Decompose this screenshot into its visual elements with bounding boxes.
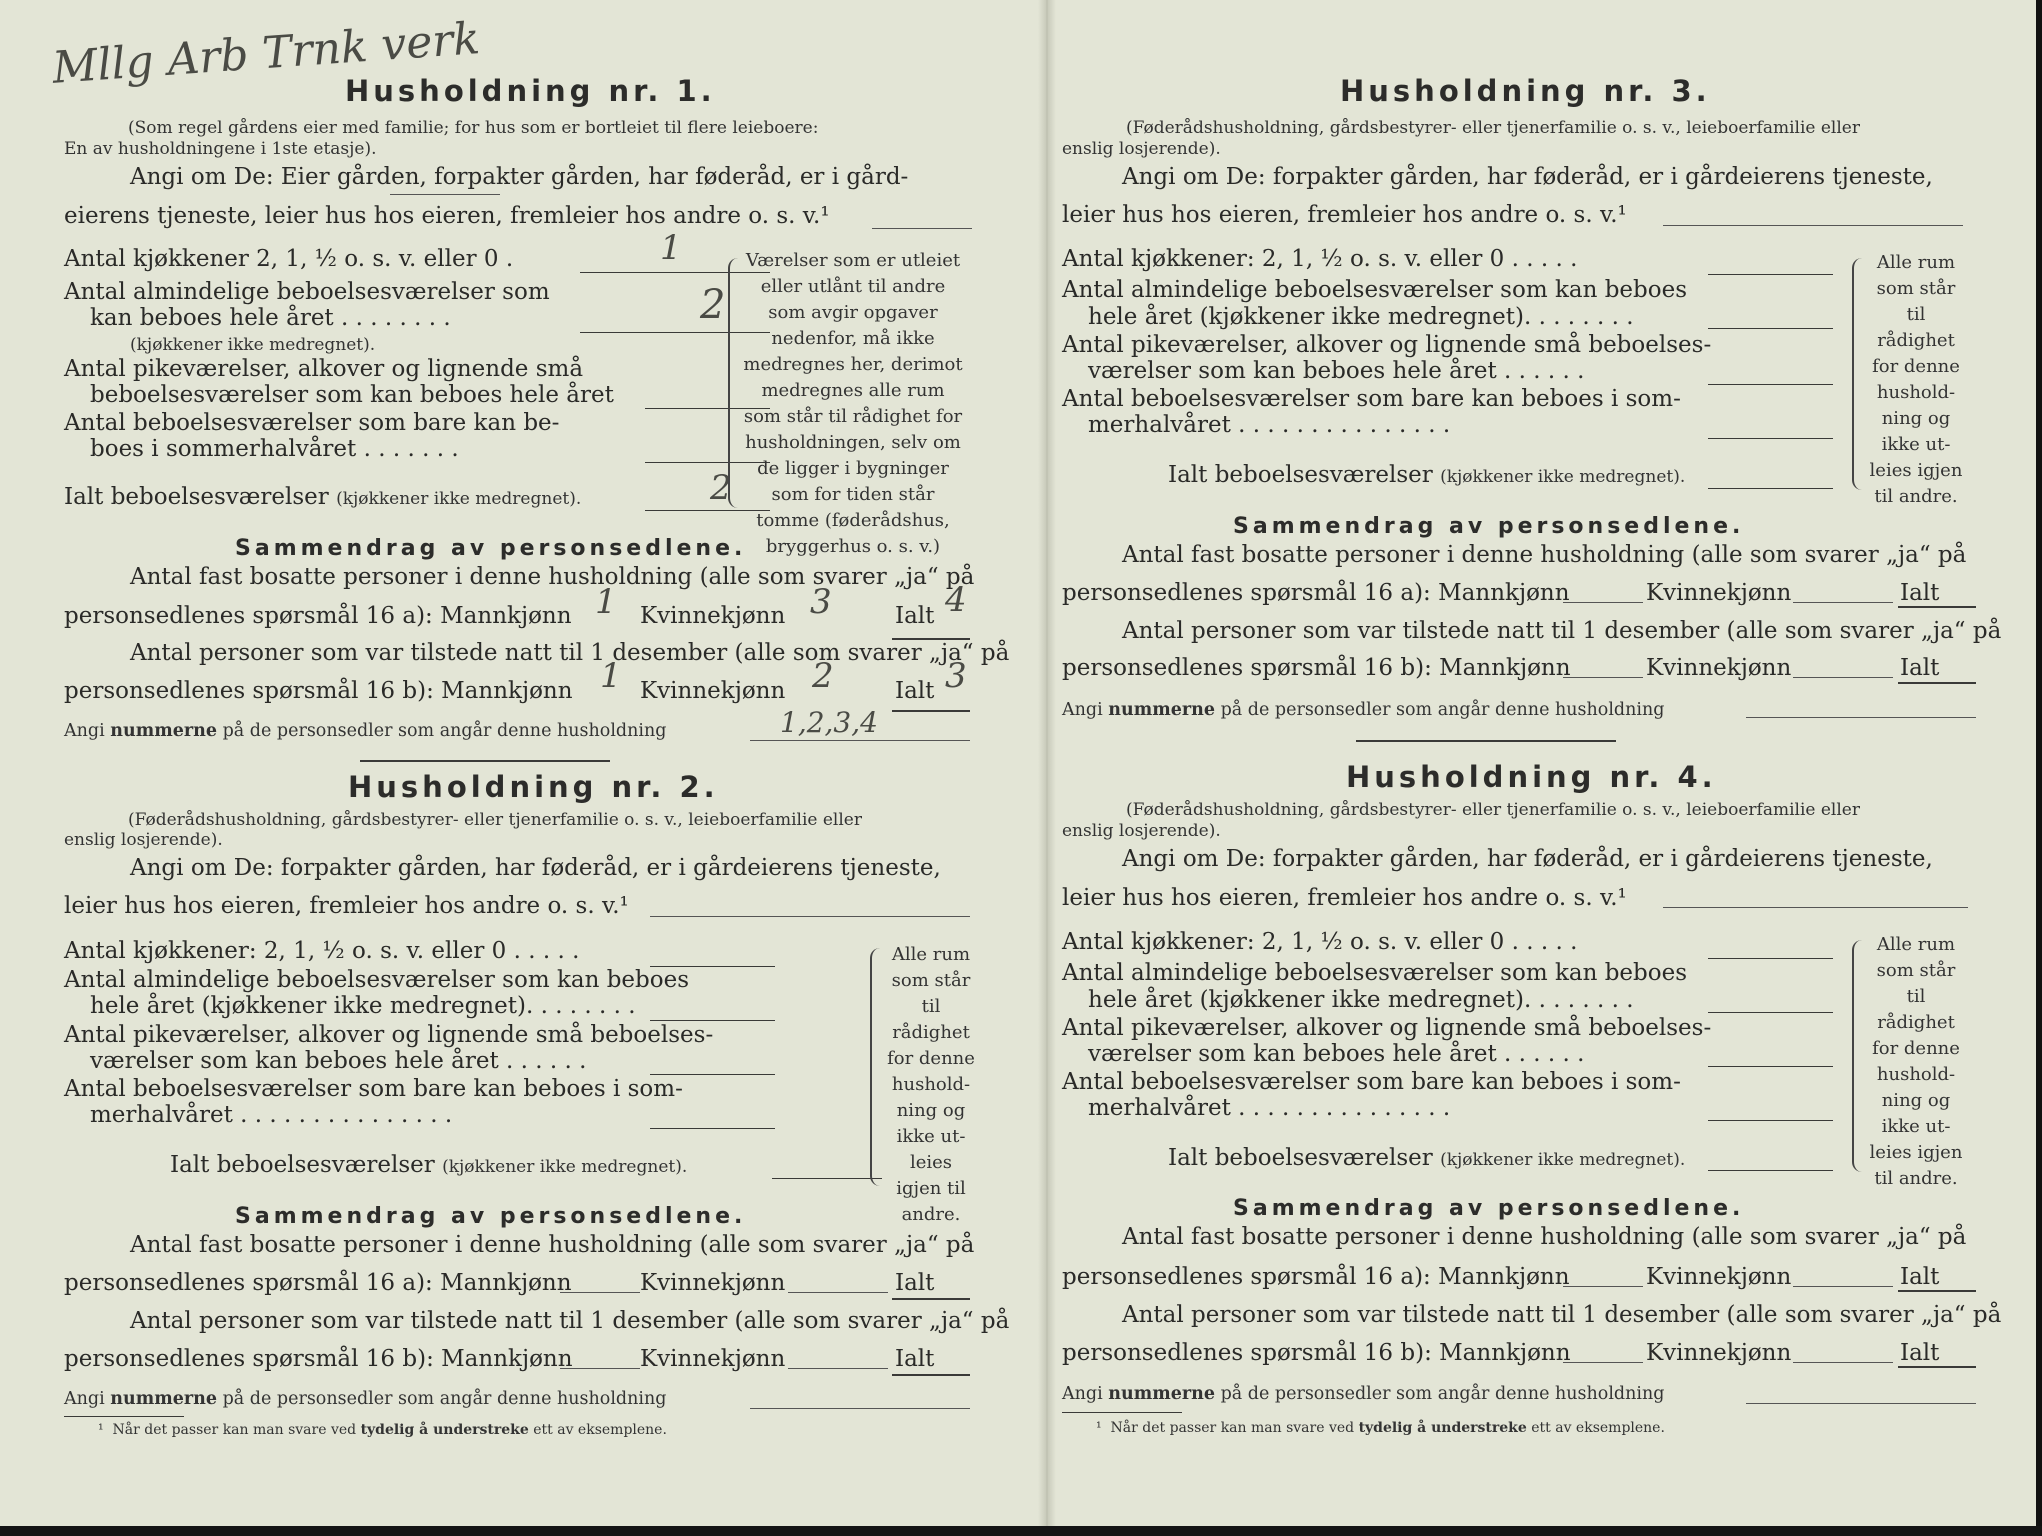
left-footnote-post: ett av eksemplene. xyxy=(533,1422,667,1438)
household-2-q-pike-1: Antal pikeværelser, alkover og lignende små beboelses- xyxy=(64,1022,714,1048)
household-1-fast-line1: Antal fast bosatte personer i denne husholdning (alle som svarer „ja“ på xyxy=(130,564,975,590)
household-3-title: Husholdning nr. 3. xyxy=(1340,74,1711,108)
household-2-angi-line1: Angi om De: forpakter gården, har føderåd, er i gårdeierens tjeneste, xyxy=(130,855,941,881)
household-4-note-line2: enslig losjerende). xyxy=(1062,821,1221,841)
household-1-fast-ialt-value: 4 xyxy=(945,580,967,620)
household-1-tilst-ialt-rule xyxy=(892,710,970,712)
household-3-summary-title: Sammendrag av personsedlene. xyxy=(1233,514,1745,539)
household-2-nummerne-post: på de personsedler som angår denne husholdning xyxy=(222,1389,667,1409)
household-3-fast-ialt-label: Ialt xyxy=(1900,580,1940,606)
household-3-tilst-mann-line xyxy=(1563,677,1643,678)
household-3-alm-answer-line xyxy=(1708,328,1833,329)
household-4-side-note: Alle rum som står til rådighet for denne hushold-ning og ikke ut-leies igjen til andre. xyxy=(1869,934,1963,1189)
household-1-q-pike-2: beboelsesværelser som kan beboes hele året xyxy=(90,382,614,408)
household-1-q-alm-3: (kjøkkener ikke medregnet). xyxy=(130,335,376,355)
household-2-q-ialt-paren: (kjøkkener ikke medregnet). xyxy=(442,1157,688,1177)
household-4-nummerne-bold: nummerne xyxy=(1108,1384,1215,1404)
household-4-kjokkener-answer-line xyxy=(1708,958,1833,959)
household-1-a-alm: 2 xyxy=(700,282,726,328)
household-4-fast-mann-line xyxy=(1563,1286,1643,1287)
household-1-tilst-kvinne-label: Kvinnekjønn xyxy=(640,678,786,704)
household-2-tilst-mann-label: personsedlenes spørsmål 16 b): Mannkjønn xyxy=(64,1346,573,1372)
household-3-fast-kvinne-label: Kvinnekjønn xyxy=(1646,580,1792,606)
household-2-tilst-mann-line xyxy=(560,1368,640,1369)
household-2-nummerne-line xyxy=(64,1389,666,1409)
household-2-note-line2: enslig losjerende). xyxy=(64,830,223,850)
household-3-kjokkener-answer-line xyxy=(1708,274,1833,275)
household-4-q-ialt-label: Ialt beboelsesværelser xyxy=(1168,1145,1433,1171)
household-3-pike-answer-line xyxy=(1708,384,1833,385)
household-1-q-kjokkener: Antal kjøkkener 2, 1, ½ o. s. v. eller 0 . xyxy=(64,246,514,272)
household-1-fast-mann-label: personsedlenes spørsmål 16 a): Mannkjønn xyxy=(64,603,572,629)
household-2-fast-mann-label: personsedlenes spørsmål 16 a): Mannkjønn xyxy=(64,1270,572,1296)
household-2-fast-line1: Antal fast bosatte personer i denne husholdning (alle som svarer „ja“ på xyxy=(130,1232,975,1258)
household-4-title: Husholdning nr. 4. xyxy=(1346,760,1717,794)
household-1-tilst-ialt-value: 3 xyxy=(945,656,967,696)
household-4-q-alm-1: Antal almindelige beboelsesværelser som kan beboes xyxy=(1062,960,1688,986)
household-2-sommer-answer-line xyxy=(650,1128,775,1129)
household-2-fast-kvinne-line xyxy=(788,1292,888,1293)
household-2-side-note: Alle rum som står til rådighet for denne hushold-ning og ikke ut-leies igjen til andre. xyxy=(887,944,975,1225)
household-1-angi-line2: eierens tjeneste, leier hus hos eieren, fremleier hos andre o. s. v.¹ xyxy=(64,203,830,229)
household-1-tilst-line1: Antal personer som var tilstede natt til 1 desember (alle som svarer „ja“ på xyxy=(130,640,1010,666)
household-3-tilst-ialt-rule xyxy=(1898,682,1976,684)
household-1-summary-title: Sammendrag av personsedlene. xyxy=(235,536,747,561)
household-4-q-sommer-1: Antal beboelsesværelser som bare kan beboes i som- xyxy=(1062,1069,1681,1095)
household-3-nummerne-line xyxy=(1062,700,1664,720)
household-4-nummerne-line xyxy=(1062,1384,1664,1404)
left-footnote-sup: ¹ xyxy=(98,1422,104,1438)
household-4-ialt-answer-line xyxy=(1708,1170,1833,1171)
household-3-angi-line1: Angi om De: forpakter gården, har føderåd, er i gårdeierens tjeneste, xyxy=(1122,164,1933,190)
household-4-tilst-ialt-rule xyxy=(1898,1366,1976,1368)
household-3-separator xyxy=(1356,740,1616,742)
household-3-angi-line2: leier hus hos eieren, fremleier hos andre o. s. v.¹ xyxy=(1062,202,1627,228)
household-1-title: Husholdning nr. 1. xyxy=(345,74,716,108)
household-2-tilst-ialt-rule xyxy=(892,1374,970,1376)
household-3-q-ialt-paren: (kjøkkener ikke medregnet). xyxy=(1440,467,1686,487)
right-footnote-post: ett av eksemplene. xyxy=(1531,1420,1665,1436)
household-4-tilst-mann-label: personsedlenes spørsmål 16 b): Mannkjønn xyxy=(1062,1340,1571,1366)
household-1-tilst-mann-label: personsedlenes spørsmål 16 b): Mannkjønn xyxy=(64,678,573,704)
household-2-summary-title: Sammendrag av personsedlene. xyxy=(235,1204,747,1229)
household-3-tilst-ialt-label: Ialt xyxy=(1900,655,1940,681)
household-4-note-line1: (Føderådshusholdning, gårdsbestyrer- eller tjenerfamilie o. s. v., leieboerfamilie eller xyxy=(1126,800,1860,820)
household-2-nummerne-line-rule xyxy=(750,1408,970,1409)
right-footnote-bold: tydelig å understreke xyxy=(1358,1420,1527,1436)
household-2-fast-mann-line xyxy=(560,1292,640,1293)
household-2-q-sommer-2: merhalvåret . . . . . . . . . . . . . . . xyxy=(90,1102,453,1128)
household-3-q-pike-2: værelser som kan beboes hele året . . . . . . xyxy=(1088,358,1585,384)
household-3-q-sommer-2: merhalvåret . . . . . . . . . . . . . . . xyxy=(1088,412,1451,438)
household-1-q-alm-2: kan beboes hele året . . . . . . . . xyxy=(90,305,451,331)
household-3-note-line1: (Føderådshusholdning, gårdsbestyrer- eller tjenerfamilie o. s. v., leieboerfamilie eller xyxy=(1126,118,1860,138)
left-footnote xyxy=(98,1422,667,1438)
household-2-nummerne-bold: nummerne xyxy=(110,1389,217,1409)
household-3-sommer-answer-line xyxy=(1708,438,1833,439)
household-2-q-ialt xyxy=(170,1152,687,1178)
household-4-q-alm-2: hele året (kjøkkener ikke medregnet). . . . . . . . xyxy=(1088,987,1634,1013)
household-1-nummerne-line xyxy=(64,721,666,741)
household-4-q-pike-1: Antal pikeværelser, alkover og lignende små beboelses- xyxy=(1062,1015,1712,1041)
household-2-q-ialt-label: Ialt beboelsesværelser xyxy=(170,1152,435,1178)
page-fold xyxy=(1038,0,1056,1536)
right-footnote-rule xyxy=(1062,1412,1182,1413)
household-1-fast-ialt-label: Ialt xyxy=(895,603,935,629)
household-2-kjokkener-answer-line xyxy=(650,966,775,967)
household-4-alm-answer-line xyxy=(1708,1012,1833,1013)
household-2-angi-answer-line xyxy=(650,916,970,917)
household-4-q-kjokkener: Antal kjøkkener: 2, 1, ½ o. s. v. eller 0 . . . . . xyxy=(1062,929,1578,955)
household-3-brace xyxy=(1852,258,1866,490)
household-3-fast-mann-line xyxy=(1563,602,1643,603)
household-1-tilst-ialt-label: Ialt xyxy=(895,678,935,704)
household-3-tilst-kvinne-line xyxy=(1793,677,1893,678)
household-3-fast-line1: Antal fast bosatte personer i denne husholdning (alle som svarer „ja“ på xyxy=(1122,542,1967,568)
household-4-summary-title: Sammendrag av personsedlene. xyxy=(1233,1196,1745,1221)
right-footnote-pre: Når det passer kan man svare ved xyxy=(1110,1420,1355,1436)
scan-edge-right xyxy=(2036,0,2042,1536)
household-2-tilst-ialt-label: Ialt xyxy=(895,1346,935,1372)
household-2-alm-answer-line xyxy=(650,1020,775,1021)
household-4-q-ialt-paren: (kjøkkener ikke medregnet). xyxy=(1440,1150,1686,1170)
household-3-angi-answer-line xyxy=(1663,225,1963,226)
household-1-side-note: Værelser som er utleiet eller utlånt til andre som avgir opgaver nedenfor, må ikke medregnes her, derimot medregnes alle rum som står til rådighet for husholdningen, selv om de ligger i bygninger som for tiden står tomme (føderådshus, bryggerhus o. s. v.) xyxy=(743,250,963,557)
household-3-tilst-line1: Antal personer som var tilstede natt til 1 desember (alle som svarer „ja“ på xyxy=(1122,618,2002,644)
right-footnote-sup: ¹ xyxy=(1096,1420,1102,1436)
household-3-tilst-mann-label: personsedlenes spørsmål 16 b): Mannkjønn xyxy=(1062,655,1571,681)
household-1-q-ialt-label: Ialt beboelsesværelser xyxy=(64,484,329,510)
household-1-angi-line1: Angi om De: Eier gården, forpakter gården, har føderåd, er i gård- xyxy=(130,164,909,190)
household-2-q-sommer-1: Antal beboelsesværelser som bare kan beboes i som- xyxy=(64,1076,683,1102)
household-2-title: Husholdning nr. 2. xyxy=(348,770,719,804)
household-2-fast-ialt-label: Ialt xyxy=(895,1270,935,1296)
household-2-pike-answer-line xyxy=(650,1074,775,1075)
household-2-tilst-kvinne-line xyxy=(788,1368,888,1369)
household-2-angi-line2: leier hus hos eieren, fremleier hos andre o. s. v.¹ xyxy=(64,893,629,919)
left-footnote-bold: tydelig å understreke xyxy=(360,1422,529,1438)
household-4-q-ialt xyxy=(1168,1145,1685,1171)
household-2-tilst-kvinne-label: Kvinnekjønn xyxy=(640,1346,786,1372)
left-footnote-rule xyxy=(64,1416,184,1417)
household-3-fast-ialt-rule xyxy=(1898,606,1976,608)
household-3-side-note: Alle rum som står til rådighet for denne hushold-ning og ikke ut-leies igjen til andre. xyxy=(1869,252,1963,507)
household-1-tilst-mann-value: 1 xyxy=(600,656,622,696)
left-page xyxy=(50,0,1010,1536)
household-4-tilst-kvinne-line xyxy=(1793,1362,1893,1363)
household-3-tilst-kvinne-label: Kvinnekjønn xyxy=(1646,655,1792,681)
household-3-fast-mann-label: personsedlenes spørsmål 16 a): Mannkjønn xyxy=(1062,580,1570,606)
household-1-fast-line2 xyxy=(64,603,572,629)
household-1-note-line1: (Som regel gårdens eier med familie; for hus som er bortleiet til flere leieboere: xyxy=(128,118,819,138)
household-1-note-line2: En av husholdningene i 1ste etasje). xyxy=(64,139,377,159)
household-4-fast-kvinne-line xyxy=(1793,1286,1893,1287)
household-3-q-kjokkener: Antal kjøkkener: 2, 1, ½ o. s. v. eller 0 . . . . . xyxy=(1062,246,1578,272)
household-2-nummerne-pre: Angi xyxy=(64,1389,105,1409)
household-3-q-pike-1: Antal pikeværelser, alkover og lignende små beboelses- xyxy=(1062,332,1712,358)
household-3-q-sommer-1: Antal beboelsesværelser som bare kan beboes i som- xyxy=(1062,386,1681,412)
household-1-separator xyxy=(360,760,610,762)
household-1-q-sommer-1: Antal beboelsesværelser som bare kan be- xyxy=(64,410,560,436)
left-footnote-pre: Når det passer kan man svare ved xyxy=(112,1422,357,1438)
household-2-tilst-line1: Antal personer som var tilstede natt til 1 desember (alle som svarer „ja“ på xyxy=(130,1308,1010,1334)
margin-annotation: Mllg Arb Trnk verk xyxy=(50,13,482,94)
household-3-fast-kvinne-line xyxy=(1793,602,1893,603)
household-2-q-pike-2: værelser som kan beboes hele året . . . . . . xyxy=(90,1048,587,1074)
household-1-fast-mann-value: 1 xyxy=(595,582,617,622)
household-1-q-ialt-paren: (kjøkkener ikke medregnet). xyxy=(336,489,582,509)
household-4-nummerne-post: på de personsedler som angår denne husholdning xyxy=(1220,1384,1665,1404)
household-1-q-alm-1: Antal almindelige beboelsesværelser som xyxy=(64,279,550,305)
household-3-ialt-answer-line xyxy=(1708,488,1833,489)
household-1-nummerne-bold: nummerne xyxy=(110,721,217,741)
household-3-q-alm-1: Antal almindelige beboelsesværelser som kan beboes xyxy=(1062,277,1688,303)
household-3-q-ialt xyxy=(1168,462,1685,488)
right-page xyxy=(1058,0,2002,1536)
household-4-nummerne-line-rule xyxy=(1746,1403,1976,1404)
right-footnote xyxy=(1096,1420,1665,1436)
household-4-angi-answer-line xyxy=(1663,907,1968,908)
household-1-a-ialt: 2 xyxy=(710,468,732,508)
household-1-nummerne-post: på de personsedler som angår denne husholdning xyxy=(222,721,667,741)
household-4-pike-answer-line xyxy=(1708,1066,1833,1067)
household-1-a-kjokkener: 1 xyxy=(660,228,682,268)
household-1-nummerne-value: 1,2,3,4 xyxy=(780,706,878,739)
household-1-tilst-kvinne-value: 2 xyxy=(812,656,834,696)
household-1-fast-kvinne-value: 3 xyxy=(810,582,832,622)
household-1-brace xyxy=(728,258,742,508)
household-4-q-sommer-2: merhalvåret . . . . . . . . . . . . . . . xyxy=(1088,1095,1451,1121)
household-3-q-ialt-label: Ialt beboelsesværelser xyxy=(1168,462,1433,488)
household-2-brace xyxy=(870,948,884,1186)
household-4-nummerne-pre: Angi xyxy=(1062,1384,1103,1404)
household-4-fast-mann-label: personsedlenes spørsmål 16 a): Mannkjønn xyxy=(1062,1264,1570,1290)
household-3-note-line2: enslig losjerende). xyxy=(1062,139,1221,159)
household-2-note-line1: (Føderådshusholdning, gårdsbestyrer- eller tjenerfamilie o. s. v., leieboerfamilie eller xyxy=(128,810,862,830)
household-2-q-alm-2 xyxy=(90,993,636,1019)
household-1-q-ialt xyxy=(64,484,581,510)
household-2-q-alm-2-text: hele året (kjøkkener ikke medregnet). . . . . . . . xyxy=(90,993,636,1019)
household-4-brace xyxy=(1852,940,1866,1172)
household-1-q-sommer-2: boes i sommerhalvåret . . . . . . . xyxy=(90,436,459,462)
household-4-fast-kvinne-label: Kvinnekjønn xyxy=(1646,1264,1792,1290)
household-4-fast-ialt-label: Ialt xyxy=(1900,1264,1940,1290)
household-1-q-pike-1: Antal pikeværelser, alkover og lignende små xyxy=(64,356,584,382)
household-4-angi-line2: leier hus hos eieren, fremleier hos andre o. s. v.¹ xyxy=(1062,885,1627,911)
household-4-fast-line1: Antal fast bosatte personer i denne husholdning (alle som svarer „ja“ på xyxy=(1122,1224,1967,1250)
household-3-nummerne-pre: Angi xyxy=(1062,700,1103,720)
household-4-sommer-answer-line xyxy=(1708,1120,1833,1121)
household-4-tilst-kvinne-label: Kvinnekjønn xyxy=(1646,1340,1792,1366)
household-4-tilst-mann-line xyxy=(1563,1362,1643,1363)
eier-garden-underline xyxy=(390,194,500,195)
household-2-fast-ialt-rule xyxy=(892,1298,970,1300)
household-2-ialt-answer-line xyxy=(772,1178,882,1179)
household-3-nummerne-bold: nummerne xyxy=(1108,700,1215,720)
household-2-q-kjokkener: Antal kjøkkener: 2, 1, ½ o. s. v. eller 0 . . . . . xyxy=(64,938,580,964)
household-4-tilst-line1: Antal personer som var tilstede natt til 1 desember (alle som svarer „ja“ på xyxy=(1122,1302,2002,1328)
household-4-tilst-ialt-label: Ialt xyxy=(1900,1340,1940,1366)
household-2-q-alm-1: Antal almindelige beboelsesværelser som kan beboes xyxy=(64,967,690,993)
household-4-fast-ialt-rule xyxy=(1898,1290,1976,1292)
household-3-q-alm-2: hele året (kjøkkener ikke medregnet). . . . . . . . xyxy=(1088,304,1634,330)
household-3-nummerne-post: på de personsedler som angår denne husholdning xyxy=(1220,700,1665,720)
household-3-nummerne-line-rule xyxy=(1746,717,1976,718)
household-1-nummerne-line-rule xyxy=(750,740,970,741)
household-1-nummerne-pre: Angi xyxy=(64,721,105,741)
household-4-angi-line1: Angi om De: forpakter gården, har føderåd, er i gårdeierens tjeneste, xyxy=(1122,846,1933,872)
household-4-q-pike-2: værelser som kan beboes hele året . . . . . . xyxy=(1088,1041,1585,1067)
household-1-angi-answer-line xyxy=(872,228,972,229)
household-2-fast-kvinne-label: Kvinnekjønn xyxy=(640,1270,786,1296)
household-1-fast-kvinne-label: Kvinnekjønn xyxy=(640,603,786,629)
